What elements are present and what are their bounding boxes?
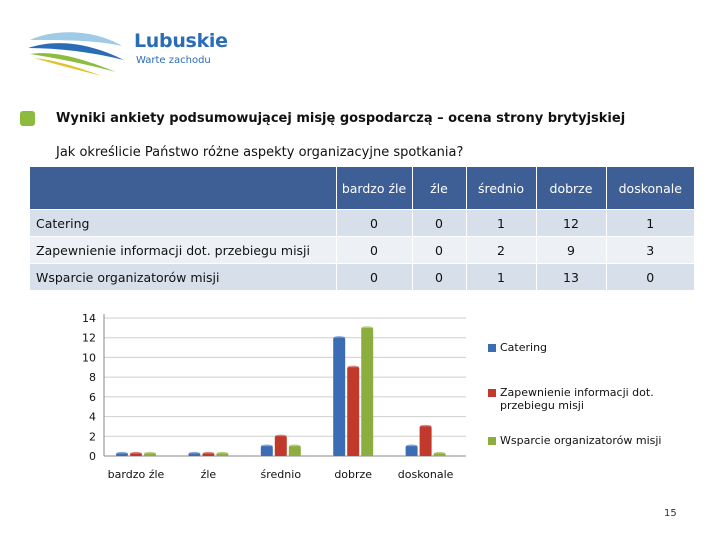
table-cell: 0 xyxy=(336,210,412,237)
bar-cap xyxy=(361,326,373,329)
table-header-srednio: średnio xyxy=(466,167,536,210)
table-header-zle: źle xyxy=(412,167,466,210)
table-cell: 2 xyxy=(466,237,536,264)
x-tick-label: doskonale xyxy=(397,468,454,481)
y-tick-label: 4 xyxy=(89,410,96,424)
table-cell: 1 xyxy=(606,210,694,237)
bar-cap xyxy=(406,445,418,448)
y-tick-label: 12 xyxy=(82,331,96,345)
legend-swatch xyxy=(488,437,496,445)
y-tick-label: 14 xyxy=(82,312,96,325)
bar-cap xyxy=(202,452,214,455)
row-label: Wsparcie organizatorów misji xyxy=(30,264,336,291)
bar xyxy=(420,426,432,456)
page-number: 15 xyxy=(664,508,677,519)
x-tick-label: bardzo źle xyxy=(107,468,165,481)
bar-cap xyxy=(130,452,142,455)
y-tick-label: 8 xyxy=(89,371,96,385)
table-header-bardzo-zle: bardzo źle xyxy=(336,167,412,210)
table-cell: 1 xyxy=(466,210,536,237)
bar-cap xyxy=(420,425,432,428)
table-cell: 0 xyxy=(606,264,694,291)
bar-cap xyxy=(333,336,345,339)
bar-cap xyxy=(347,366,359,369)
table-cell: 3 xyxy=(606,237,694,264)
bar-cap xyxy=(261,445,273,448)
bar xyxy=(275,436,287,456)
y-tick-label: 10 xyxy=(82,351,96,365)
y-tick-label: 0 xyxy=(89,450,96,463)
legend-label: Wsparcie organizatorów misji xyxy=(500,434,662,447)
table-cell: 0 xyxy=(336,237,412,264)
legend-label: Catering xyxy=(500,341,548,354)
legend-swatch xyxy=(488,344,496,352)
bar-cap xyxy=(434,452,446,455)
bar xyxy=(333,338,345,456)
x-tick-label: źle xyxy=(200,468,217,481)
slide-subtitle: Jak określicie Państwo różne aspekty organizacyjne spotkania? xyxy=(56,145,464,160)
bar-cap xyxy=(188,452,200,455)
legend-label: przebiegu misji xyxy=(500,399,584,412)
table-cell: 0 xyxy=(336,264,412,291)
x-tick-label: dobrze xyxy=(334,468,373,481)
bar-cap xyxy=(144,452,156,455)
bar-cap xyxy=(275,435,287,438)
table-header-dobrze: dobrze xyxy=(536,167,606,210)
table-cell: 9 xyxy=(536,237,606,264)
logo-title: Lubuskie xyxy=(134,30,228,52)
legend-label: Zapewnienie informacji dot. xyxy=(500,386,654,399)
bar-cap xyxy=(289,445,301,448)
legend-swatch xyxy=(488,389,496,397)
table-cell: 13 xyxy=(536,264,606,291)
bar-cap xyxy=(116,452,128,455)
logo-subtitle: Warte zachodu xyxy=(136,55,211,66)
table-cell: 0 xyxy=(412,210,466,237)
x-tick-label: średnio xyxy=(260,468,302,481)
row-label: Zapewnienie informacji dot. przebiegu misji xyxy=(30,237,336,264)
bar xyxy=(347,367,359,456)
bar xyxy=(361,328,373,456)
slide-title: Wyniki ankiety podsumowującej misję gospodarczą – ocena strony brytyjskiej xyxy=(56,111,626,126)
table-cell: 0 xyxy=(412,237,466,264)
y-tick-label: 2 xyxy=(89,430,96,444)
table-cell: 12 xyxy=(536,210,606,237)
bar-cap xyxy=(216,452,228,455)
row-label: Catering xyxy=(30,210,336,237)
y-tick-label: 6 xyxy=(89,390,96,404)
table-cell: 1 xyxy=(466,264,536,291)
table-cell: 0 xyxy=(412,264,466,291)
table-header-doskonale: doskonale xyxy=(606,167,694,210)
